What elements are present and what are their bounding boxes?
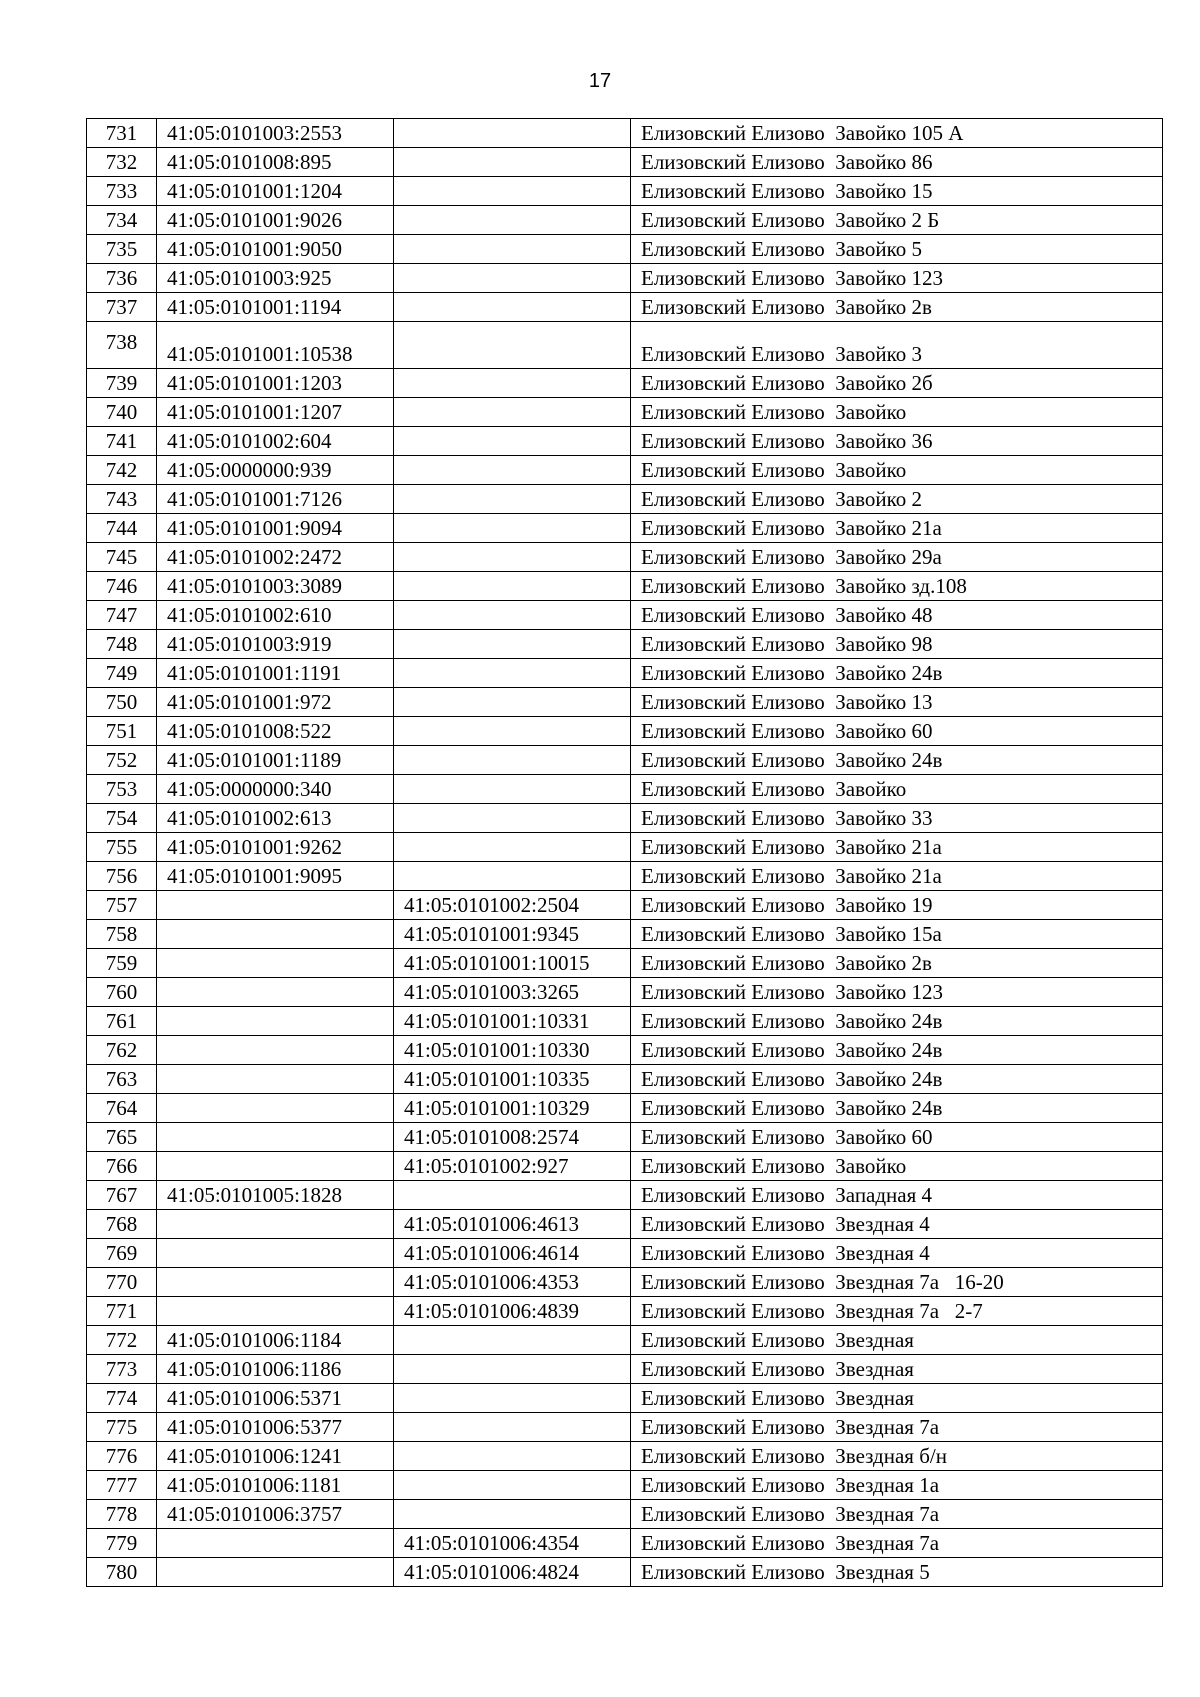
address-cell: Елизовский Елизово Завойко 19 [631,891,1163,920]
address-cell: Елизовский Елизово Звездная 4 [631,1239,1163,1268]
table-row [87,1239,1163,1268]
cadastral-number: 41:05:0101001:9094 [157,514,394,543]
row-number: 767 [87,1181,157,1210]
linked-cadastral-number: 41:05:0101006:4839 [394,1297,631,1326]
linked-cadastral-number [394,485,631,514]
address-cell: Елизовский Елизово Завойко 36 [631,427,1163,456]
row-number: 741 [87,427,157,456]
table-row [87,833,1163,862]
cadastral-number [157,891,394,920]
cadastral-number [157,1036,394,1065]
row-number: 747 [87,601,157,630]
linked-cadastral-number [394,398,631,427]
cadastral-number: 41:05:0101006:5377 [157,1413,394,1442]
address-cell: Елизовский Елизово Завойко [631,1152,1163,1181]
cadastral-number: 41:05:0101003:919 [157,630,394,659]
cadastral-number: 41:05:0101003:2553 [157,119,394,148]
address-cell: Елизовский Елизово Завойко 24в [631,1007,1163,1036]
table-row [87,264,1163,293]
row-number: 754 [87,804,157,833]
table-row [87,601,1163,630]
address-cell: Елизовский Елизово Звездная 7а 2-7 [631,1297,1163,1326]
linked-cadastral-number [394,514,631,543]
address-cell: Елизовский Елизово Завойко 15 [631,177,1163,206]
linked-cadastral-number [394,804,631,833]
table-row [87,746,1163,775]
address-cell: Елизовский Елизово Звездная [631,1355,1163,1384]
row-number: 753 [87,775,157,804]
row-number: 771 [87,1297,157,1326]
table-row [87,920,1163,949]
cadastral-number [157,1529,394,1558]
row-number: 780 [87,1558,157,1587]
table-row [87,1326,1163,1355]
cadastral-number [157,1007,394,1036]
row-number: 735 [87,235,157,264]
linked-cadastral-number: 41:05:0101006:4614 [394,1239,631,1268]
address-cell: Елизовский Елизово Завойко 5 [631,235,1163,264]
row-number: 749 [87,659,157,688]
cadastral-number: 41:05:0101001:9026 [157,206,394,235]
cadastral-number: 41:05:0101001:9262 [157,833,394,862]
linked-cadastral-number: 41:05:0101002:2504 [394,891,631,920]
linked-cadastral-number [394,1181,631,1210]
table-row [87,1181,1163,1210]
address-cell: Елизовский Елизово Звездная 7а [631,1529,1163,1558]
address-cell: Елизовский Елизово Завойко 98 [631,630,1163,659]
cadastral-number [157,978,394,1007]
address-cell: Елизовский Елизово Завойко 2б [631,369,1163,398]
cadastral-number: 41:05:0101006:1184 [157,1326,394,1355]
row-number: 778 [87,1500,157,1529]
cadastral-number: 41:05:0101002:610 [157,601,394,630]
table-row [87,427,1163,456]
linked-cadastral-number: 41:05:0101001:9345 [394,920,631,949]
cadastral-number: 41:05:0101001:9095 [157,862,394,891]
linked-cadastral-number: 41:05:0101001:10330 [394,1036,631,1065]
row-number: 762 [87,1036,157,1065]
row-number: 773 [87,1355,157,1384]
cadastral-number: 41:05:0000000:939 [157,456,394,485]
table-row [87,1297,1163,1326]
cadastral-number [157,1065,394,1094]
linked-cadastral-number: 41:05:0101006:4354 [394,1529,631,1558]
address-cell: Елизовский Елизово Завойко 33 [631,804,1163,833]
cadastral-number: 41:05:0101001:972 [157,688,394,717]
cadastral-number: 41:05:0101001:7126 [157,485,394,514]
linked-cadastral-number [394,264,631,293]
linked-cadastral-number: 41:05:0101006:4824 [394,1558,631,1587]
row-number: 745 [87,543,157,572]
linked-cadastral-number [394,119,631,148]
row-number: 765 [87,1123,157,1152]
linked-cadastral-number [394,1413,631,1442]
table-row [87,293,1163,322]
address-cell: Елизовский Елизово Звездная 1а [631,1471,1163,1500]
cadastral-number [157,1558,394,1587]
address-cell: Елизовский Елизово Завойко 60 [631,1123,1163,1152]
row-number: 775 [87,1413,157,1442]
linked-cadastral-number [394,833,631,862]
linked-cadastral-number [394,427,631,456]
linked-cadastral-number [394,369,631,398]
row-number: 757 [87,891,157,920]
cadastral-number [157,949,394,978]
cadastral-number [157,1268,394,1297]
linked-cadastral-number: 41:05:0101001:10331 [394,1007,631,1036]
linked-cadastral-number [394,630,631,659]
row-number: 755 [87,833,157,862]
linked-cadastral-number [394,746,631,775]
linked-cadastral-number [394,293,631,322]
table-row [87,804,1163,833]
cadastral-number: 41:05:0101001:1189 [157,746,394,775]
row-number: 744 [87,514,157,543]
cadastral-number: 41:05:0101006:1241 [157,1442,394,1471]
cadastral-number: 41:05:0101005:1828 [157,1181,394,1210]
address-cell: Елизовский Елизово Завойко 13 [631,688,1163,717]
row-number: 769 [87,1239,157,1268]
row-number: 736 [87,264,157,293]
cadastral-number: 41:05:0101008:522 [157,717,394,746]
row-number: 750 [87,688,157,717]
table-row [87,717,1163,746]
address-cell: Елизовский Елизово Завойко [631,456,1163,485]
address-cell: Елизовский Елизово Завойко 3 [631,322,1163,369]
table-row [87,1413,1163,1442]
row-number: 758 [87,920,157,949]
row-number: 768 [87,1210,157,1239]
table-row [87,1152,1163,1181]
table-row [87,1094,1163,1123]
address-cell: Елизовский Елизово Звездная б/н [631,1442,1163,1471]
address-cell: Елизовский Елизово Завойко 21а [631,833,1163,862]
address-cell: Елизовский Елизово Завойко 123 [631,264,1163,293]
row-number: 764 [87,1094,157,1123]
row-number: 766 [87,1152,157,1181]
table-row [87,1036,1163,1065]
linked-cadastral-number [394,572,631,601]
cadastral-number: 41:05:0101006:3757 [157,1500,394,1529]
address-cell: Елизовский Елизово Звездная 7а [631,1500,1163,1529]
address-cell: Елизовский Елизово Завойко 2 Б [631,206,1163,235]
cadastral-number [157,1152,394,1181]
table-row [87,148,1163,177]
table-row [87,1529,1163,1558]
table-row [87,456,1163,485]
table-row [87,369,1163,398]
row-number: 748 [87,630,157,659]
linked-cadastral-number [394,717,631,746]
linked-cadastral-number [394,1384,631,1413]
row-number: 770 [87,1268,157,1297]
linked-cadastral-number [394,1500,631,1529]
row-number: 760 [87,978,157,1007]
table-row [87,177,1163,206]
linked-cadastral-number: 41:05:0101002:927 [394,1152,631,1181]
linked-cadastral-number [394,456,631,485]
table-row [87,514,1163,543]
table-row [87,235,1163,264]
address-cell: Елизовский Елизово Завойко 15а [631,920,1163,949]
linked-cadastral-number [394,601,631,630]
address-cell: Елизовский Елизово Звездная [631,1326,1163,1355]
row-number: 779 [87,1529,157,1558]
table-row [87,398,1163,427]
table-row [87,1471,1163,1500]
linked-cadastral-number [394,235,631,264]
cadastral-number: 41:05:0101002:613 [157,804,394,833]
address-cell: Елизовский Елизово Завойко 21а [631,514,1163,543]
linked-cadastral-number: 41:05:0101001:10335 [394,1065,631,1094]
linked-cadastral-number [394,543,631,572]
address-cell: Елизовский Елизово Завойко 24в [631,1036,1163,1065]
address-cell: Елизовский Елизово Завойко 24в [631,659,1163,688]
row-number: 732 [87,148,157,177]
table-row [87,949,1163,978]
linked-cadastral-number [394,862,631,891]
table-row [87,891,1163,920]
cadastral-number: 41:05:0101001:1203 [157,369,394,398]
linked-cadastral-number: 41:05:0101003:3265 [394,978,631,1007]
row-number: 738 [87,322,157,369]
linked-cadastral-number [394,148,631,177]
row-number: 759 [87,949,157,978]
page-number: 17 [588,70,612,92]
cadastral-number [157,1239,394,1268]
row-number: 772 [87,1326,157,1355]
table-row [87,543,1163,572]
row-number: 763 [87,1065,157,1094]
linked-cadastral-number: 41:05:0101006:4613 [394,1210,631,1239]
cadastral-number: 41:05:0101002:2472 [157,543,394,572]
address-cell: Елизовский Елизово Завойко 2 [631,485,1163,514]
cadastral-number: 41:05:0101006:5371 [157,1384,394,1413]
address-cell: Елизовский Елизово Завойко 24в [631,1065,1163,1094]
address-cell: Елизовский Елизово Завойко 2в [631,293,1163,322]
linked-cadastral-number [394,1326,631,1355]
cadastral-number: 41:05:0101003:925 [157,264,394,293]
row-number: 761 [87,1007,157,1036]
table-row [87,688,1163,717]
address-cell: Елизовский Елизово Западная 4 [631,1181,1163,1210]
cadastral-number: 41:05:0101001:1194 [157,293,394,322]
registry-table-body [87,119,1163,1587]
table-row [87,485,1163,514]
address-cell: Елизовский Елизово Завойко [631,775,1163,804]
row-number: 751 [87,717,157,746]
address-cell: Елизовский Елизово Завойко 24в [631,746,1163,775]
cadastral-number: 41:05:0000000:340 [157,775,394,804]
table-row [87,1558,1163,1587]
table-row [87,630,1163,659]
linked-cadastral-number [394,1355,631,1384]
cadastral-number [157,1123,394,1152]
row-number: 742 [87,456,157,485]
linked-cadastral-number [394,775,631,804]
cadastral-number: 41:05:0101006:1181 [157,1471,394,1500]
linked-cadastral-number: 41:05:0101006:4353 [394,1268,631,1297]
row-number: 777 [87,1471,157,1500]
linked-cadastral-number [394,688,631,717]
table-row [87,322,1163,369]
linked-cadastral-number [394,1471,631,1500]
table-row [87,978,1163,1007]
linked-cadastral-number [394,322,631,369]
cadastral-number: 41:05:0101003:3089 [157,572,394,601]
table-row [87,1210,1163,1239]
row-number: 752 [87,746,157,775]
table-row [87,1065,1163,1094]
table-row [87,206,1163,235]
row-number: 731 [87,119,157,148]
cadastral-number: 41:05:0101001:9050 [157,235,394,264]
table-row [87,1268,1163,1297]
table-row [87,1007,1163,1036]
table-row [87,119,1163,148]
cadastral-number: 41:05:0101001:1207 [157,398,394,427]
address-cell: Елизовский Елизово Завойко 21а [631,862,1163,891]
table-row [87,1500,1163,1529]
linked-cadastral-number [394,206,631,235]
cadastral-number: 41:05:0101008:895 [157,148,394,177]
property-registry-table [86,118,1163,1587]
address-cell: Елизовский Елизово Завойко 2в [631,949,1163,978]
cadastral-number [157,920,394,949]
row-number: 756 [87,862,157,891]
linked-cadastral-number: 41:05:0101001:10015 [394,949,631,978]
address-cell: Елизовский Елизово Завойко [631,398,1163,427]
row-number: 733 [87,177,157,206]
row-number: 737 [87,293,157,322]
table-row [87,659,1163,688]
address-cell: Елизовский Елизово Звездная 7а 16-20 [631,1268,1163,1297]
linked-cadastral-number: 41:05:0101001:10329 [394,1094,631,1123]
address-cell: Елизовский Елизово Завойко 60 [631,717,1163,746]
table-row [87,862,1163,891]
address-cell: Елизовский Елизово Завойко 123 [631,978,1163,1007]
address-cell: Елизовский Елизово Завойко 24в [631,1094,1163,1123]
row-number: 776 [87,1442,157,1471]
cadastral-number: 41:05:0101006:1186 [157,1355,394,1384]
address-cell: Елизовский Елизово Звездная [631,1384,1163,1413]
row-number: 774 [87,1384,157,1413]
cadastral-number [157,1297,394,1326]
cadastral-number [157,1210,394,1239]
address-cell: Елизовский Елизово Звездная 7а [631,1413,1163,1442]
cadastral-number: 41:05:0101001:1204 [157,177,394,206]
linked-cadastral-number [394,177,631,206]
address-cell: Елизовский Елизово Завойко 105 А [631,119,1163,148]
linked-cadastral-number: 41:05:0101008:2574 [394,1123,631,1152]
row-number: 734 [87,206,157,235]
linked-cadastral-number [394,659,631,688]
address-cell: Елизовский Елизово Завойко зд.108 [631,572,1163,601]
row-number: 739 [87,369,157,398]
cadastral-number: 41:05:0101002:604 [157,427,394,456]
cadastral-number [157,1094,394,1123]
row-number: 746 [87,572,157,601]
row-number: 740 [87,398,157,427]
row-number: 743 [87,485,157,514]
linked-cadastral-number [394,1442,631,1471]
table-row [87,1123,1163,1152]
cadastral-number: 41:05:0101001:1191 [157,659,394,688]
cadastral-number: 41:05:0101001:10538 [157,322,394,369]
address-cell: Елизовский Елизово Завойко 86 [631,148,1163,177]
table-row [87,1355,1163,1384]
address-cell: Елизовский Елизово Звездная 5 [631,1558,1163,1587]
table-row [87,1442,1163,1471]
address-cell: Елизовский Елизово Звездная 4 [631,1210,1163,1239]
address-cell: Елизовский Елизово Завойко 29а [631,543,1163,572]
table-row [87,572,1163,601]
table-row [87,1384,1163,1413]
address-cell: Елизовский Елизово Завойко 48 [631,601,1163,630]
table-row [87,775,1163,804]
